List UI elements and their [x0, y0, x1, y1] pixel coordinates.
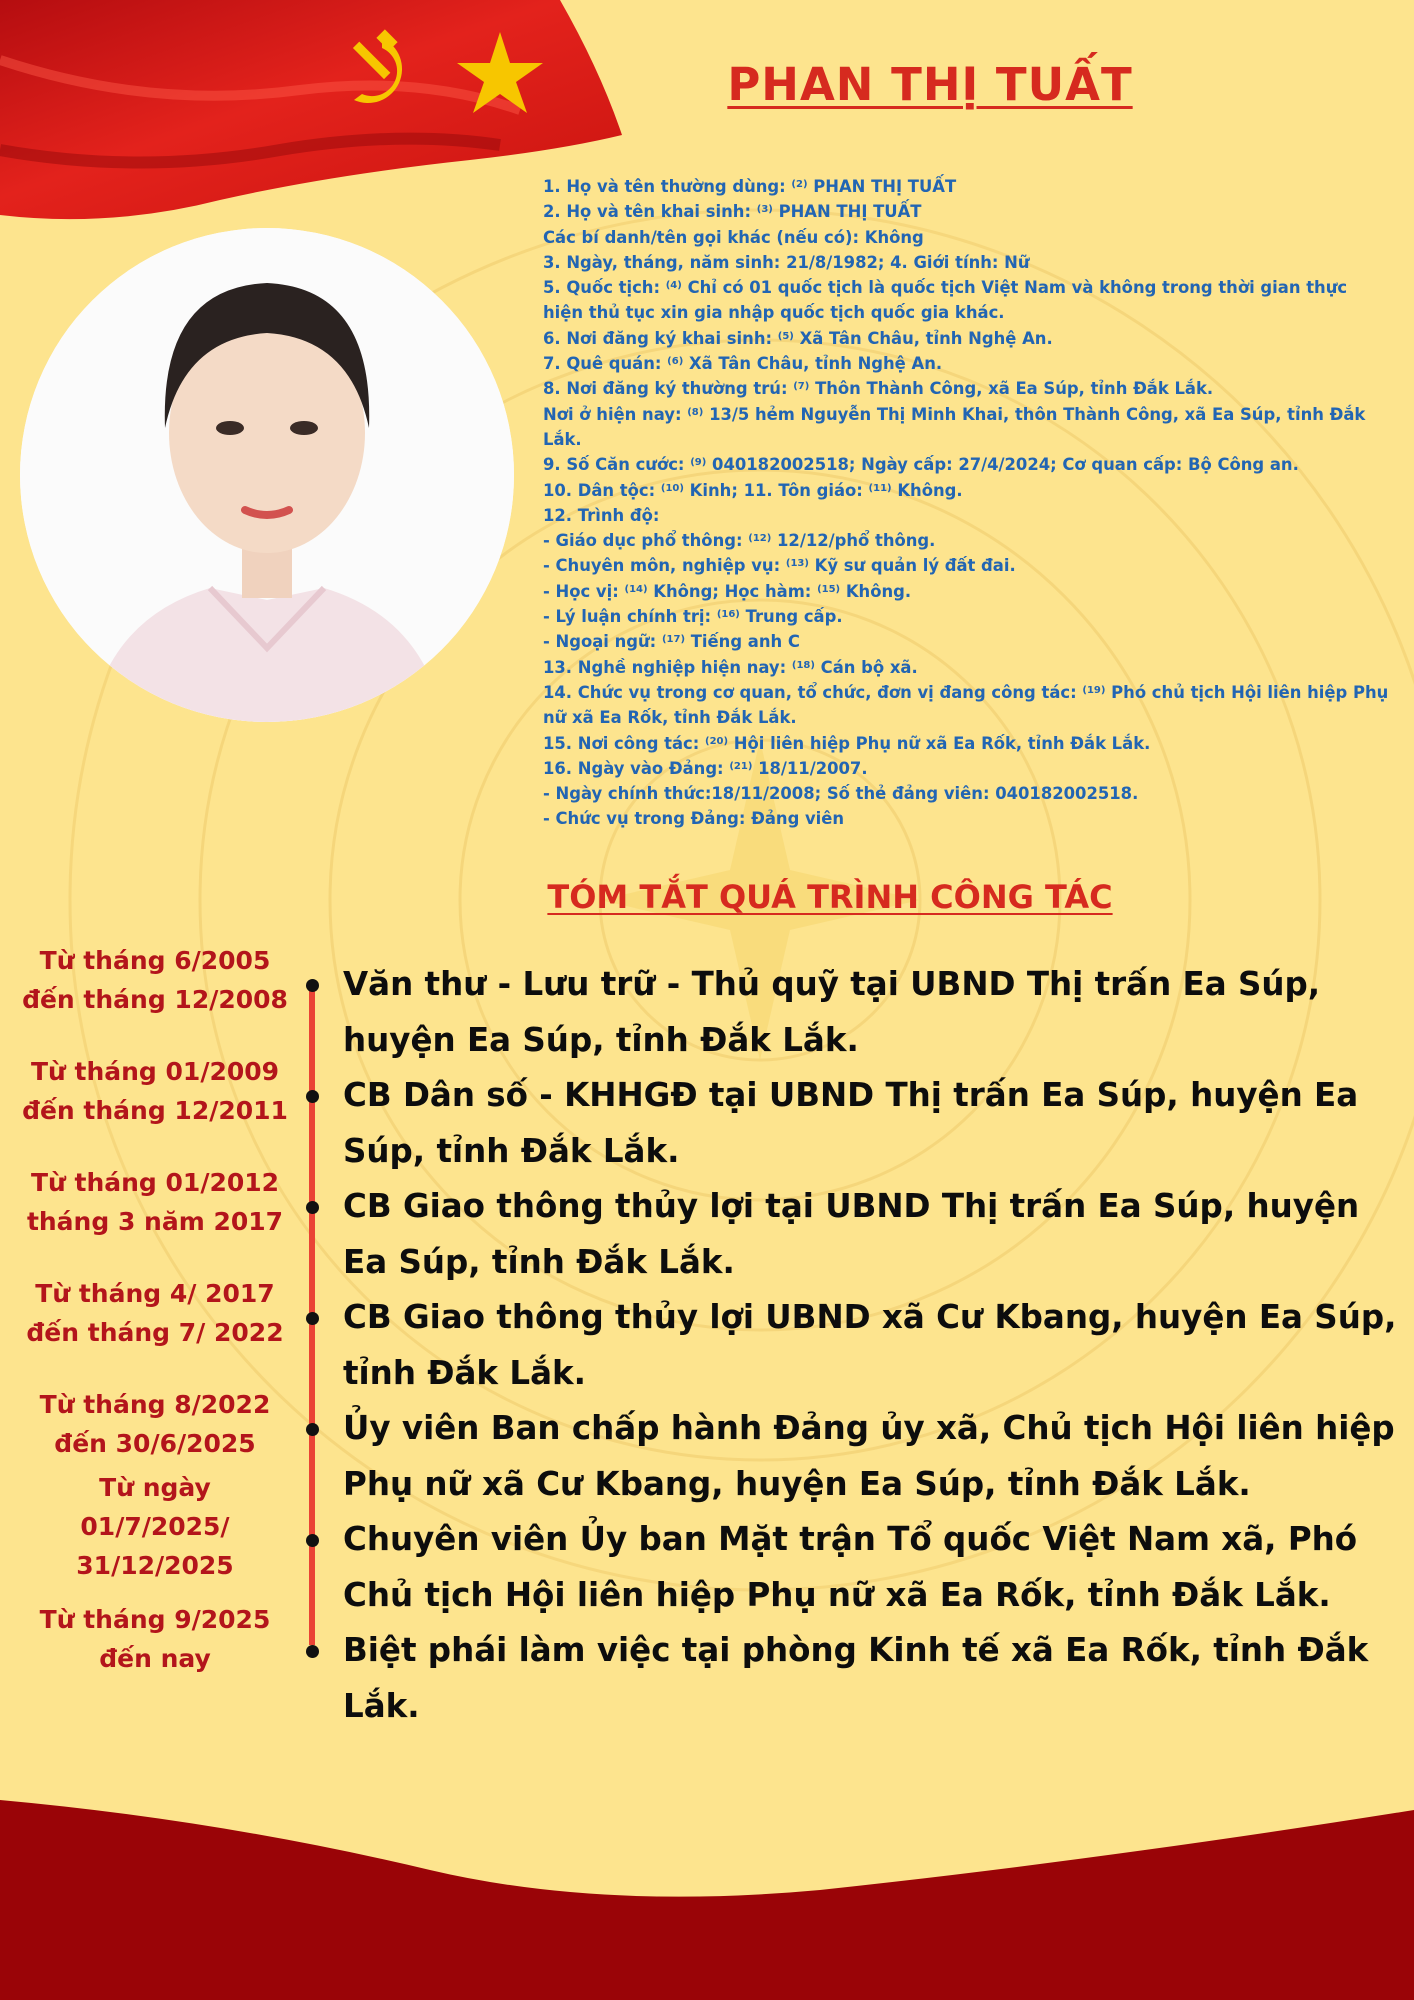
footnote-ref: (7): [793, 381, 810, 393]
footnote-ref: (5): [777, 330, 794, 342]
info-value: 13/5 hẻm Nguyễn Thị Minh Khai, thôn Thành Công, xã Ea Súp, tỉnh Đắk Lắk.: [543, 404, 1366, 449]
period-line: đến tháng 12/2011: [22, 1096, 288, 1125]
info-label: - Ngày chính thức:18/11/2008; Số thẻ đảng viên: 040182002518.: [543, 784, 1139, 804]
work-history-item: [313, 1401, 1403, 1512]
work-history-text: CB Giao thông thủy lợi tại UBND Thị trấn Ea Súp, huyện Ea Súp, tỉnh Đắk Lắk.: [343, 1187, 1360, 1281]
work-history-item: [313, 1179, 1403, 1290]
work-history-title: TÓM TẮT QUÁ TRÌNH CÔNG TÁC: [547, 878, 1113, 916]
work-history-item: [313, 957, 1403, 1068]
work-history-item: [313, 1068, 1403, 1179]
info-value: 18/11/2007.: [758, 758, 868, 778]
work-history-text: CB Giao thông thủy lợi UBND xã Cư Kbang, huyện Ea Súp, tỉnh Đắk Lắk.: [343, 1298, 1397, 1392]
footnote-ref: (13): [785, 558, 809, 570]
info-value: Xã Tân Châu, tỉnh Nghệ An.: [799, 328, 1053, 348]
footnote-ref: (18): [791, 659, 815, 671]
timeline-period: [10, 1385, 300, 1463]
timeline-period: [10, 941, 300, 1019]
period-line: đến tháng 12/2008: [22, 985, 288, 1014]
info-value: Hội liên hiệp Phụ nữ xã Ea Rốk, tỉnh Đắk Lắk.: [733, 733, 1151, 753]
info-line: [543, 402, 1389, 453]
info-value: Phó chủ tịch Hội liên hiệp Phụ nữ xã Ea Rốk, tỉnh Đắk Lắk.: [543, 682, 1389, 728]
info-line: [543, 503, 1389, 528]
info-value: Kinh; 11. Tôn giáo:: [689, 480, 863, 500]
footnote-ref: (20): [705, 735, 729, 747]
timeline-period: [10, 1052, 300, 1130]
footnote-ref: (6): [667, 356, 684, 368]
info-line: [543, 579, 1389, 604]
info-label: Nơi ở hiện nay:: [543, 404, 682, 424]
period-line: Từ tháng 8/2022: [39, 1390, 271, 1419]
info-label: 7. Quê quán:: [543, 354, 662, 374]
bullet-dot-icon: [306, 1090, 319, 1103]
info-label: 9. Số Căn cước:: [543, 455, 685, 475]
work-history-item: [313, 1623, 1403, 1734]
period-line: Từ tháng 6/2005: [39, 946, 271, 975]
timeline-period: [10, 1600, 300, 1678]
work-history-list: [313, 957, 1403, 1734]
work-history-text: Ủy viên Ban chấp hành Đảng ủy xã, Chủ tịch Hội liên hiệp Phụ nữ xã Cư Kbang, huyện Ea Súp, tỉnh Đắk Lắk.: [343, 1409, 1395, 1503]
info-line: [543, 680, 1389, 731]
info-line: [543, 806, 1389, 831]
info-label: - Chuyên môn, nghiệp vụ:: [543, 556, 781, 576]
footnote-ref: (19): [1082, 684, 1106, 696]
info-line: [543, 275, 1389, 326]
bullet-dot-icon: [306, 1645, 319, 1658]
info-label: - Chức vụ trong Đảng: Đảng viên: [543, 809, 845, 829]
footnote-ref: (8): [687, 406, 704, 418]
timeline-period: [10, 1468, 300, 1585]
period-line: Từ tháng 01/2012: [30, 1168, 280, 1197]
info-line: [543, 781, 1389, 806]
info-value: 12/12/phổ thông.: [777, 531, 936, 551]
work-history-item: [313, 1290, 1403, 1401]
period-line: Từ ngày: [99, 1473, 211, 1502]
info-label: 16. Ngày vào Đảng:: [543, 758, 724, 778]
info-value: Trung cấp.: [745, 607, 843, 627]
info-value: Kỹ sư quản lý đất đai.: [814, 556, 1016, 576]
info-line: [543, 756, 1389, 781]
info-value: Không.: [845, 581, 912, 601]
info-label: 6. Nơi đăng ký khai sinh:: [543, 328, 773, 348]
period-line: Từ tháng 4/ 2017: [35, 1279, 275, 1308]
period-line: Từ tháng 01/2009: [30, 1057, 280, 1086]
info-line: [543, 326, 1389, 351]
info-value: Xã Tân Châu, tỉnh Nghệ An.: [689, 354, 943, 374]
bullet-dot-icon: [306, 1534, 319, 1547]
period-line: Từ tháng 9/2025: [39, 1605, 271, 1634]
info-label: - Giáo dục phổ thông:: [543, 531, 743, 551]
info-label: Các bí danh/tên gọi khác (nếu có): Không: [543, 227, 924, 247]
info-label: 3. Ngày, tháng, năm sinh: 21/8/1982; 4. Giới tính: Nữ: [543, 252, 1030, 272]
info-label: 5. Quốc tịch:: [543, 278, 661, 298]
work-history-text: Chuyên viên Ủy ban Mặt trận Tổ quốc Việt Nam xã, Phó Chủ tịch Hội liên hiệp Phụ nữ xã Ea Rốk, tỉnh Đắk Lắk.: [343, 1520, 1358, 1614]
info-label: 15. Nơi công tác:: [543, 733, 700, 753]
personal-info-list: [543, 174, 1389, 832]
info-line: [543, 629, 1389, 654]
info-line: [543, 731, 1389, 756]
info-line: [543, 528, 1389, 553]
footnote-ref: (10): [660, 482, 684, 494]
info-line: [543, 376, 1389, 401]
info-label: 2. Họ và tên khai sinh:: [543, 202, 752, 222]
info-line: [543, 225, 1389, 250]
work-history-text: Văn thư - Lưu trữ - Thủ quỹ tại UBND Thị trấn Ea Súp, huyện Ea Súp, tỉnh Đắk Lắk.: [343, 965, 1321, 1059]
info-label: 8. Nơi đăng ký thường trú:: [543, 379, 788, 399]
portrait-photo: [20, 228, 514, 722]
info-label: 13. Nghề nghiệp hiện nay:: [543, 657, 787, 677]
info-line: [543, 604, 1389, 629]
period-line: đến tháng 7/ 2022: [26, 1318, 284, 1347]
footnote-ref: (15): [817, 583, 841, 595]
footnote-ref: (3): [756, 204, 773, 216]
work-history-text: Biệt phái làm việc tại phòng Kinh tế xã Ea Rốk, tỉnh Đắk Lắk.: [343, 1631, 1369, 1725]
info-value: PHAN THỊ TUẤT: [813, 177, 957, 196]
period-line: 31/12/2025: [76, 1551, 234, 1580]
info-value: Cán bộ xã.: [820, 657, 918, 677]
info-label: 12. Trình độ:: [543, 505, 660, 525]
info-line: [543, 351, 1389, 376]
work-history-text: CB Dân số - KHHGĐ tại UBND Thị trấn Ea Súp, huyện Ea Súp, tỉnh Đắk Lắk.: [343, 1076, 1359, 1170]
info-line: [543, 478, 1389, 503]
info-line: [543, 250, 1389, 275]
info-line: [543, 452, 1389, 477]
period-line: đến nay: [99, 1644, 211, 1673]
footnote-ref: (14): [624, 583, 648, 595]
timeline-period: [10, 1163, 300, 1241]
info-label: 1. Họ và tên thường dùng:: [543, 177, 786, 196]
bullet-dot-icon: [306, 1312, 319, 1325]
info-value: Chỉ có 01 quốc tịch là quốc tịch Việt Nam và không trong thời gian thực hiện thủ tục xin gia nhập quốc tịch quốc gia khác.: [543, 278, 1348, 323]
info-value: 040182002518; Ngày cấp: 27/4/2024; Cơ quan cấp: Bộ Công an.: [712, 455, 1299, 475]
info-line: [543, 655, 1389, 680]
info-label: - Học vị:: [543, 581, 619, 601]
footnote-ref: (21): [729, 760, 753, 772]
info-label: - Lý luận chính trị:: [543, 607, 712, 627]
bullet-dot-icon: [306, 979, 319, 992]
info-line: [543, 553, 1389, 578]
footnote-ref: (2): [791, 179, 808, 190]
info-line: [543, 174, 1389, 199]
bullet-dot-icon: [306, 1201, 319, 1214]
footnote-ref: (12): [748, 533, 772, 545]
info-value: PHAN THỊ TUẤT: [778, 202, 922, 222]
bottom-red-band: [0, 1780, 1414, 2000]
footnote-ref: (9): [690, 457, 707, 469]
page-title: PHAN THỊ TUẤT: [727, 58, 1133, 111]
period-line: tháng 3 năm 2017: [26, 1207, 284, 1236]
info-value: Không; Học hàm:: [653, 581, 812, 601]
period-line: 01/7/2025/: [80, 1512, 230, 1541]
footnote-ref: (11): [868, 482, 892, 494]
info-value: Không.: [897, 480, 963, 500]
info-label: 10. Dân tộc:: [543, 480, 656, 500]
footnote-ref: (16): [716, 609, 740, 621]
info-label: 14. Chức vụ trong cơ quan, tổ chức, đơn vị đang công tác:: [543, 682, 1077, 702]
info-line: [543, 199, 1389, 224]
work-history-item: [313, 1512, 1403, 1623]
bullet-dot-icon: [306, 1423, 319, 1436]
footnote-ref: (17): [661, 634, 686, 646]
footnote-ref: (4): [665, 280, 682, 292]
timeline-period: [10, 1274, 300, 1352]
info-value: Tiếng anh C: [690, 632, 800, 652]
period-line: đến 30/6/2025: [54, 1429, 256, 1458]
info-label: - Ngoại ngữ:: [543, 632, 657, 652]
info-value: Thôn Thành Công, xã Ea Súp, tỉnh Đắk Lắk.: [815, 379, 1214, 399]
